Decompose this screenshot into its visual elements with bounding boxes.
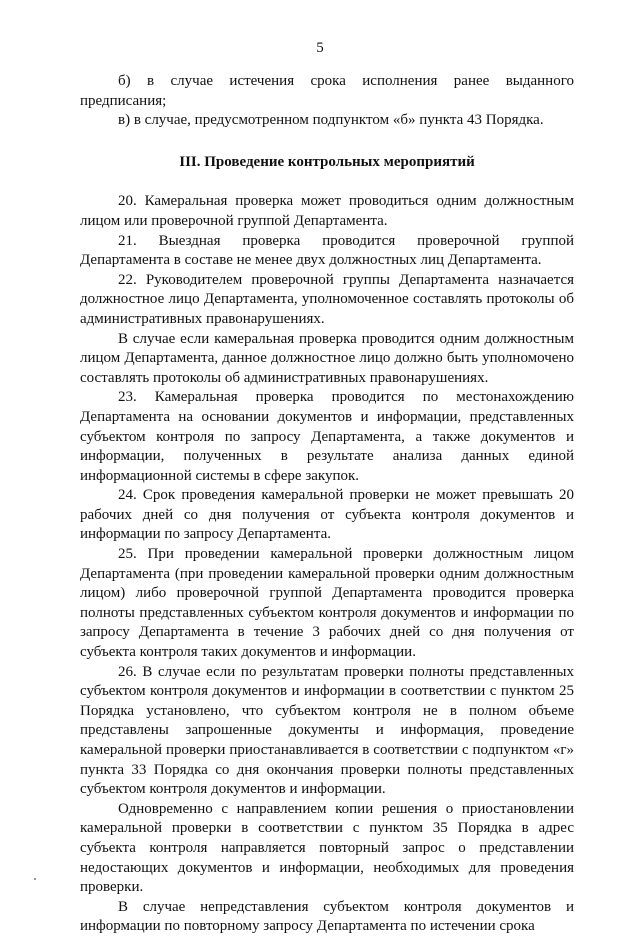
paragraph-23: 23. Камеральная проверка проводится по местонахождению Департамента на основании документов и информации, представленных субъектом контроля по запросу Департамента, а также документов и информации, полученных в результате анализа данных единой информационной системы в сфере закупок. xyxy=(80,389,574,484)
paragraph-20: 20. Камеральная проверка может проводиться одним должностным лицом или проверочной группой Департамента. xyxy=(80,193,574,229)
section-heading: III. Проведение контрольных мероприятий xyxy=(179,153,475,170)
paragraph-26: 26. В случае если по результатам проверки полноты представленных субъектом контроля документов и информации в соответствии с пунктом 25 Порядка установлено, что субъектом контроля не в полном объеме представлены запрошенные документы и информация, проведение камеральной проверки приостанавливается в соответствии с подпунктом «г» пункта 33 Порядка со дня окончания проверки полноты представленных субъектом контроля документов и информации. xyxy=(80,663,574,798)
paragraph-26-cont-1: Одновременно с направлением копии решения о приостановлении камеральной проверки в соответствии с пунктом 35 Порядка в адрес субъекта контроля направляется повторный запрос о представлении недостающих документов и информации, необходимых для проведения проверки. xyxy=(80,800,574,896)
paragraph-26-cont-2: В случае непредставления субъектом контроля документов и информации по повторному запросу Департамента по истечении срока xyxy=(80,898,574,935)
paragraph-25: 25. При проведении камеральной проверки должностным лицом Департамента (при проведении камеральной проверки одним должностным лицом) либо проверочной группой Департамента проводится проверка полноты представленных субъектом контроля документов и информации по запросу Департамента в течение 3 рабочих дней со дня получения от субъекта контроля таких документов и информации. xyxy=(80,546,574,661)
paragraph-v: в) в случае, предусмотренном подпунктом «б» пункта 43 Порядка. xyxy=(118,112,544,129)
document-body xyxy=(80,72,574,937)
paragraph-22-cont: В случае если камеральная проверка проводится одним должностным лицом Департамента, данное должностное лицо должно быть уполномочено составлять протоколы об административных правонарушениях. xyxy=(80,330,574,386)
scan-speck xyxy=(34,878,36,880)
paragraph-21: 21. Выездная проверка проводится проверочной группой Департамента в составе не менее двух должностных лиц Департамента. xyxy=(80,232,574,269)
paragraph-22: 22. Руководителем проверочной группы Департамента назначается должностное лицо Департамента, уполномоченное составлять протоколы об административных правонарушениях. xyxy=(80,271,574,327)
paragraph-b: б) в случае истечения срока исполнения ранее выданного предписания; xyxy=(80,73,574,109)
page-number: 5 xyxy=(316,40,324,56)
paragraph-24: 24. Срок проведения камеральной проверки не может превышать 20 рабочих дней со дня получения от субъекта контроля документов и информации по запросу Департамента. xyxy=(80,487,574,543)
